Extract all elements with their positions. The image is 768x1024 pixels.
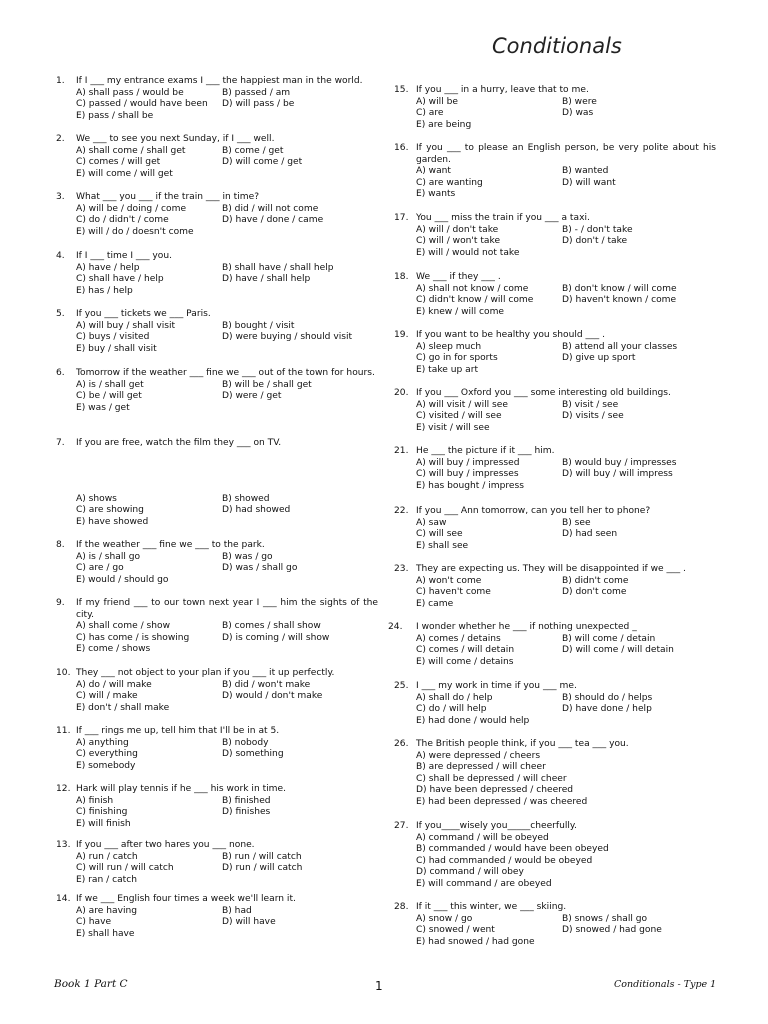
page-number: 1 [375,979,383,993]
question-number: 24. [388,622,403,632]
question-text: If you are free, watch the film they ___ on TV. [76,438,282,448]
question-8 [52,540,378,586]
question-number: 11. [56,726,71,736]
option-d[interactable]: D) will buy / will impress [562,469,673,480]
question-number: 3. [56,192,65,202]
option-d[interactable]: D) don't / take [562,236,628,247]
option-c[interactable]: C) are [416,108,444,119]
option-b[interactable]: B) finished [222,795,271,806]
option-a[interactable]: A) want [416,166,451,177]
question-11 [52,726,378,772]
option-c[interactable]: C) be / will get [76,391,142,402]
question-12 [52,784,378,830]
option-b[interactable]: B) nobody [222,737,269,748]
option-e[interactable]: E) had done / would help [416,715,530,726]
question-number: 27. [394,821,409,831]
option-c[interactable]: C) buys / visited [76,332,150,343]
option-b[interactable]: B) comes / shall show [222,621,321,632]
option-d[interactable]: D) was / shall go [222,563,298,574]
question-number: 28. [394,902,409,912]
question-text: If you____wisely you_____cheerfully. [416,821,577,831]
question-text: If the weather ___ fine we ___ to the park. [76,540,265,550]
option-a[interactable]: A) comes / detains [416,633,501,644]
question-text: If you ___ in a hurry, leave that to me. [416,85,589,95]
page-title: Conditionals [492,34,622,58]
option-a[interactable]: A) will be [416,96,458,107]
question-text: Tomorrow if the weather ___ fine we ___ out of the town for hours. [76,368,375,378]
question-text: If you ___ to please an English person, be very polite about his garden. [416,143,716,165]
option-d[interactable]: D) finishes [222,807,271,818]
option-a[interactable]: A) will be / doing / come [76,203,187,214]
option-b[interactable]: B) did / won't make [222,679,311,690]
question-1 [52,76,378,122]
option-a[interactable]: A) will / don't take [416,224,499,235]
option-d[interactable]: D) don't come [562,587,627,598]
option-c[interactable]: C) everything [76,749,138,760]
question-2 [52,134,378,180]
option-d[interactable]: D) have been depressed / cheered [416,785,574,796]
question-text: If ___ rings me up, tell him that I'll be in at 5. [76,726,280,736]
question-text: We ___ to see you next Sunday, if I ___ well. [76,134,275,144]
option-b[interactable]: B) passed / am [222,87,291,98]
option-d[interactable]: D) have / done / came [222,215,324,226]
option-e[interactable]: E) knew / will come [416,306,505,317]
option-e[interactable]: E) don't / shall make [76,702,170,713]
question-text: If you ___ Ann tomorrow, can you tell her to phone? [416,506,651,516]
option-b[interactable]: B) attend all your classes [562,341,678,352]
option-b[interactable]: B) - / don't take [562,224,633,235]
option-b[interactable]: B) bought / visit [222,320,295,331]
option-e[interactable]: E) visit / will see [416,422,490,433]
option-d[interactable]: D) is coming / will show [222,632,330,643]
option-e[interactable]: E) will come / detains [416,656,514,667]
option-a[interactable]: A) have / help [76,262,140,273]
option-a[interactable]: A) will visit / will see [416,399,508,410]
option-c[interactable]: C) didn't know / will come [416,295,534,306]
option-a[interactable]: A) shall come / shall get [76,145,186,156]
option-c[interactable]: C) had commanded / would be obeyed [416,855,593,866]
option-d[interactable]: D) haven't known / come [562,295,677,306]
question-25 [384,681,716,727]
question-6 [52,368,378,414]
question-text: The British people think, if you ___ tea ___ you. [416,739,629,749]
question-number: 19. [394,330,409,340]
question-3 [52,192,378,238]
option-b[interactable]: B) shall have / shall help [222,262,334,273]
question-16 [384,143,716,201]
question-5 [52,309,378,355]
question-text: We ___ if they ___ . [416,272,501,282]
option-c[interactable]: C) haven't come [416,587,491,598]
option-e[interactable]: E) somebody [76,760,136,771]
question-text: If you ___ Oxford you ___ some interesting old buildings. [416,388,671,398]
question-24 [384,622,716,668]
option-e[interactable]: E) will / would not take [416,247,520,258]
option-b[interactable]: B) snows / shall go [562,913,648,924]
option-d[interactable]: D) had seen [562,529,618,540]
option-b[interactable]: B) see [562,517,591,528]
option-a[interactable]: A) shall pass / would be [76,87,184,98]
question-number: 17. [394,213,409,223]
footer-section: Conditionals - Type 1 [614,979,717,990]
question-number: 12. [56,784,71,794]
option-c[interactable]: C) do / will help [416,704,487,715]
question-19 [384,330,716,376]
option-a[interactable]: A) shall not know / come [416,283,529,294]
question-text: I ___ my work in time if you ___ me. [416,681,577,691]
option-a[interactable]: A) will buy / impressed [416,457,520,468]
question-18 [384,272,716,318]
option-c[interactable]: C) snowed / went [416,925,495,936]
option-c[interactable]: C) comes / will get [76,157,161,168]
option-d[interactable]: D) something [222,749,284,760]
option-c[interactable]: C) will see [416,529,463,540]
question-23 [384,564,716,610]
question-21 [384,446,716,492]
option-b[interactable]: B) were [562,96,597,107]
option-d[interactable]: D) visits / see [562,411,624,422]
option-a[interactable]: A) finish [76,795,114,806]
option-e[interactable]: E) have showed [76,516,149,527]
option-c[interactable]: C) will buy / impresses [416,469,519,480]
question-27 [384,821,716,891]
option-d[interactable]: D) give up sport [562,353,636,364]
option-b[interactable]: B) commanded / would have been obeyed [416,844,609,855]
option-e[interactable]: E) come / shows [76,644,151,655]
option-c[interactable]: C) finishing [76,807,128,818]
question-7 [52,438,378,528]
option-c[interactable]: C) has come / is showing [76,632,190,643]
option-a[interactable]: A) will buy / shall visit [76,320,176,331]
option-c[interactable]: C) shall have / help [76,274,164,285]
option-e[interactable]: E) are being [416,119,472,130]
option-e[interactable]: E) take up art [416,364,479,375]
question-number: 13. [56,840,71,850]
option-c[interactable]: C) will / make [76,691,138,702]
question-number: 1. [56,76,65,86]
question-text: If it ___ this winter, we ___ skiing. [416,902,567,912]
question-number: 16. [394,143,409,153]
option-e[interactable]: E) ran / catch [76,874,138,885]
option-e[interactable]: E) will finish [76,818,131,829]
option-c[interactable]: C) have [76,917,112,928]
option-a[interactable]: A) shows [76,493,117,504]
question-number: 21. [394,446,409,456]
option-b[interactable]: B) had [222,905,252,916]
option-b[interactable]: B) was / go [222,551,273,562]
option-c[interactable]: C) will run / will catch [76,863,174,874]
option-d[interactable]: D) was [562,108,594,119]
question-text: If you want to be healthy you should ___ . [416,330,605,340]
option-b[interactable]: B) didn't come [562,575,629,586]
option-b[interactable]: B) did / will not come [222,203,319,214]
question-number: 25. [394,681,409,691]
option-c[interactable]: C) do / didn't / come [76,215,169,226]
question-number: 7. [56,438,65,448]
option-a[interactable]: A) snow / go [416,913,473,924]
question-text: If I ___ my entrance exams I ___ the happiest man in the world. [76,76,363,86]
option-d[interactable]: D) had showed [222,505,291,516]
option-d[interactable]: D) have / shall help [222,274,311,285]
option-b[interactable]: B) should do / helps [562,692,653,703]
option-d[interactable]: D) will come / will detain [562,645,674,656]
option-e[interactable]: E) had been depressed / was cheered [416,796,588,807]
option-d[interactable]: D) would / don't make [222,691,323,702]
question-text: What ___ you ___ if the train ___ in time? [76,192,260,202]
question-number: 5. [56,309,65,319]
question-26 [384,739,716,809]
question-number: 6. [56,368,65,378]
option-d[interactable]: D) will have [222,917,276,928]
option-e[interactable]: E) had snowed / had gone [416,936,535,947]
option-c[interactable]: C) shall be depressed / will cheer [416,773,567,784]
question-4 [52,251,378,297]
option-a[interactable]: A) is / shall go [76,551,141,562]
option-e[interactable]: E) shall see [416,540,469,551]
question-number: 26. [394,739,409,749]
option-c[interactable]: C) are / go [76,563,124,574]
option-b[interactable]: B) don't know / will come [562,283,677,294]
option-a[interactable]: A) is / shall get [76,379,144,390]
question-text: If you ___ tickets we ___ Paris. [76,309,211,319]
option-c[interactable]: C) comes / will detain [416,645,515,656]
option-a[interactable]: A) shall do / help [416,692,493,703]
option-e[interactable]: E) has bought / impress [416,480,524,491]
option-c[interactable]: C) are showing [76,505,144,516]
question-number: 22. [394,506,409,516]
question-number: 4. [56,251,65,261]
option-b[interactable]: B) wanted [562,166,609,177]
question-15 [384,85,716,131]
option-e[interactable]: E) buy / shall visit [76,343,157,354]
option-e[interactable]: E) will / do / doesn't come [76,226,194,237]
question-number: 23. [394,564,409,574]
option-e[interactable]: E) wants [416,189,456,200]
option-c[interactable]: C) passed / would have been [76,99,208,110]
question-number: 8. [56,540,65,550]
option-a[interactable]: A) shall come / show [76,621,171,632]
option-b[interactable]: B) showed [222,493,270,504]
option-d[interactable]: D) will come / get [222,157,303,168]
option-b[interactable]: B) would buy / impresses [562,457,677,468]
question-text: If you ___ after two hares you ___ none. [76,840,255,850]
question-text: He ___ the picture if it ___ him. [416,446,555,456]
question-number: 2. [56,134,65,144]
option-a[interactable]: A) anything [76,737,129,748]
option-a[interactable]: A) sleep much [416,341,482,352]
question-9 [52,598,378,656]
question-number: 14. [56,894,71,904]
option-e[interactable]: E) was / get [76,402,130,413]
option-e[interactable]: E) shall have [76,928,135,939]
option-b[interactable]: B) come / get [222,145,284,156]
option-e[interactable]: E) will command / are obeyed [416,878,552,889]
option-a[interactable]: A) were depressed / cheers [416,750,541,761]
question-28 [384,902,716,948]
option-a[interactable]: A) saw [416,517,447,528]
option-e[interactable]: E) would / should go [76,574,169,585]
option-b[interactable]: B) visit / see [562,399,619,410]
question-10 [52,668,378,714]
option-e[interactable]: E) has / help [76,285,133,296]
option-a[interactable]: A) won't come [416,575,482,586]
option-b[interactable]: B) are depressed / will cheer [416,762,546,773]
option-e[interactable]: E) pass / shall be [76,110,154,121]
option-d[interactable]: D) snowed / had gone [562,925,662,936]
footer-book: Book 1 Part C [54,978,128,990]
option-a[interactable]: A) are having [76,905,138,916]
question-text: If we ___ English four times a week we'll learn it. [76,894,296,904]
option-a[interactable]: A) run / catch [76,851,138,862]
question-text: They are expecting us. They will be disappointed if we ___ . [416,564,686,574]
question-14 [52,894,378,940]
option-b[interactable]: B) will be / shall get [222,379,312,390]
option-a[interactable]: A) command / will be obeyed [416,832,549,843]
question-number: 9. [56,598,65,608]
question-22 [384,506,716,552]
question-text: They ___ not object to your plan if you ___ it up perfectly. [76,668,335,678]
option-a[interactable]: A) do / will make [76,679,152,690]
question-number: 10. [56,668,71,678]
option-c[interactable]: C) will / won't take [416,236,501,247]
option-d[interactable]: D) have done / help [562,704,652,715]
option-e[interactable]: E) will come / will get [76,168,173,179]
question-text: If I ___ time I ___ you. [76,251,173,261]
option-b[interactable]: B) run / will catch [222,851,302,862]
option-c[interactable]: C) visited / will see [416,411,502,422]
question-text: Hark will play tennis if he ___ his work in time. [76,784,287,794]
option-d[interactable]: D) were buying / should visit [222,332,353,343]
option-d[interactable]: D) command / will obey [416,867,524,878]
question-17 [384,213,716,259]
question-20 [384,388,716,434]
option-b[interactable]: B) will come / detain [562,633,656,644]
option-d[interactable]: D) run / will catch [222,863,303,874]
option-c[interactable]: C) are wanting [416,177,483,188]
question-number: 15. [394,85,409,95]
option-d[interactable]: D) will pass / be [222,99,295,110]
question-text: You ___ miss the train if you ___ a taxi. [416,213,590,223]
option-d[interactable]: D) were / get [222,391,282,402]
question-text: If my friend ___ to our town next year I ___ him the sights of the city. [76,598,378,620]
question-13 [52,840,378,886]
question-text: I wonder whether he ___ if nothing unexpected _ [416,622,637,632]
question-number: 18. [394,272,409,282]
option-d[interactable]: D) will want [562,177,616,188]
option-e[interactable]: E) came [416,598,454,609]
question-number: 20. [394,388,409,398]
option-c[interactable]: C) go in for sports [416,353,498,364]
